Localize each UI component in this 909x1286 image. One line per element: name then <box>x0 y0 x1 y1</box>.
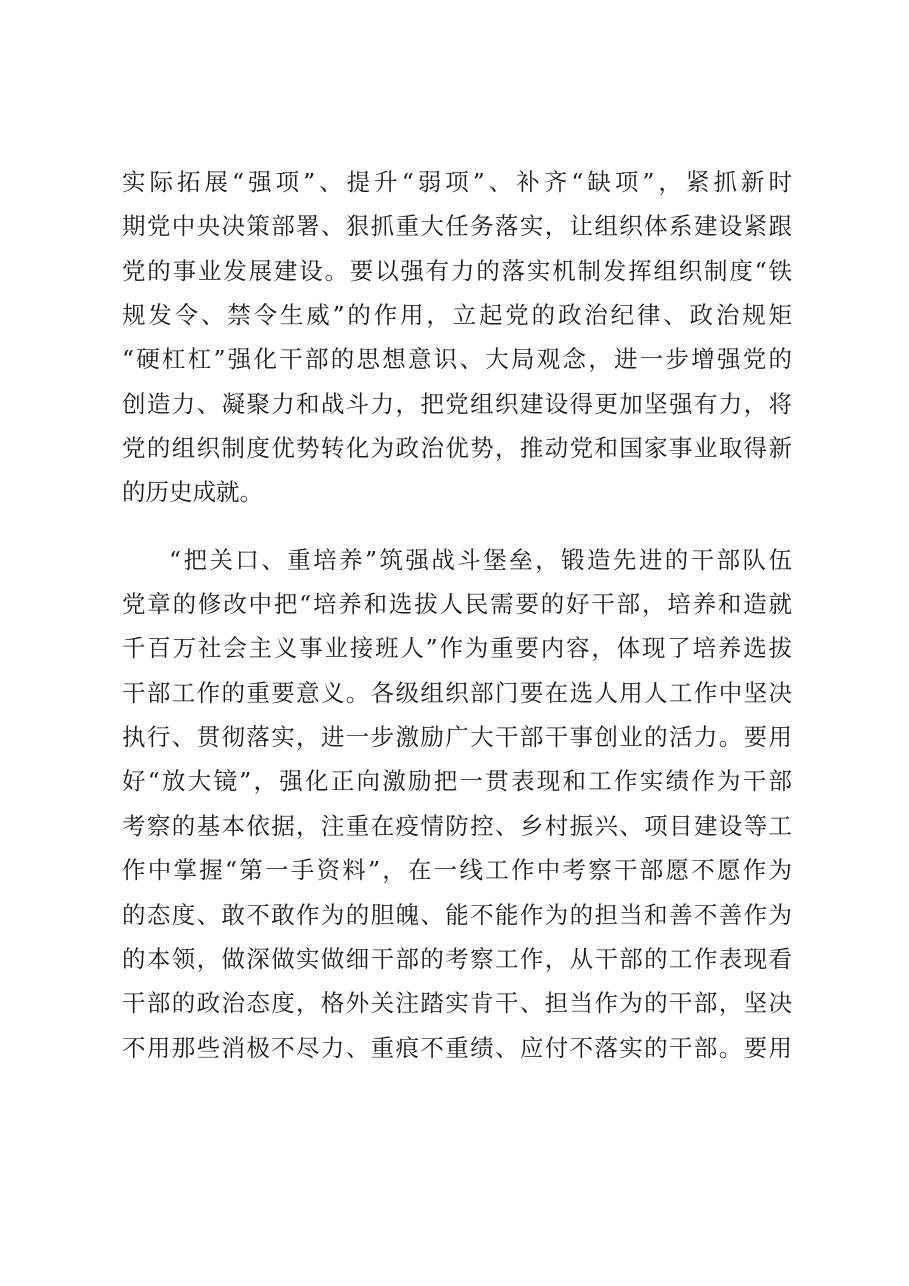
text-line-8: 的历史成就。 <box>122 478 263 506</box>
text-line-1: 实际拓展“强项”、提升“弱项”、补齐“缺项”，紧抓新时 <box>122 168 792 196</box>
text-line-17: 的态度、敢不敢作为的胆魄、能不能作为的担当和善不善作为 <box>122 901 792 929</box>
text-line-4: 规发令、禁令生威”的作用，立起党的政治纪律、政治规矩 <box>122 301 792 329</box>
text-line-16: 作中掌握“第一手资料”，在一线工作中考察干部愿不愿作为 <box>122 856 792 884</box>
text-line-5: “硬杠杠”强化干部的思想意识、大局观念，进一步增强党的 <box>122 345 792 373</box>
text-line-14: 好“放大镜”，强化正向激励把一贯表现和工作实绩作为干部 <box>122 767 792 795</box>
text-line-3: 党的事业发展建设。要以强有力的落实机制发挥组织制度“铁 <box>122 257 792 285</box>
text-line-7: 党的组织制度优势转化为政治优势，推动党和国家事业取得新 <box>122 434 792 462</box>
text-line-12: 干部工作的重要意义。各级组织部门要在选人用人工作中坚决 <box>122 679 792 707</box>
text-line-19: 干部的政治态度，格外关注踏实肯干、担当作为的干部，坚决 <box>122 989 792 1017</box>
text-line-13: 执行、贯彻落实，进一步激励广大干部干事创业的活力。要用 <box>122 723 792 751</box>
section-heading-line: “把关口、重培养”筑强战斗堡垒，锻造先进的干部队伍 <box>169 546 792 574</box>
text-line-6: 创造力、凝聚力和战斗力，把党组织建设得更加坚强有力，将 <box>122 390 792 418</box>
text-line-18: 的本领，做深做实做细干部的考察工作，从干部的工作表现看 <box>122 945 792 973</box>
text-line-10: 党章的修改中把“培养和选拔人民需要的好干部，培养和造就 <box>122 590 792 618</box>
text-line-2: 期党中央决策部署、狠抓重大任务落实，让组织体系建设紧跟 <box>122 212 792 240</box>
text-line-20: 不用那些消极不尽力、重痕不重绩、应付不落实的干部。要用 <box>122 1034 792 1062</box>
text-line-15: 考察的基本依据，注重在疫情防控、乡村振兴、项目建设等工 <box>122 812 792 840</box>
text-line-11: 千百万社会主义事业接班人”作为重要内容，体现了培养选拔 <box>122 634 792 662</box>
